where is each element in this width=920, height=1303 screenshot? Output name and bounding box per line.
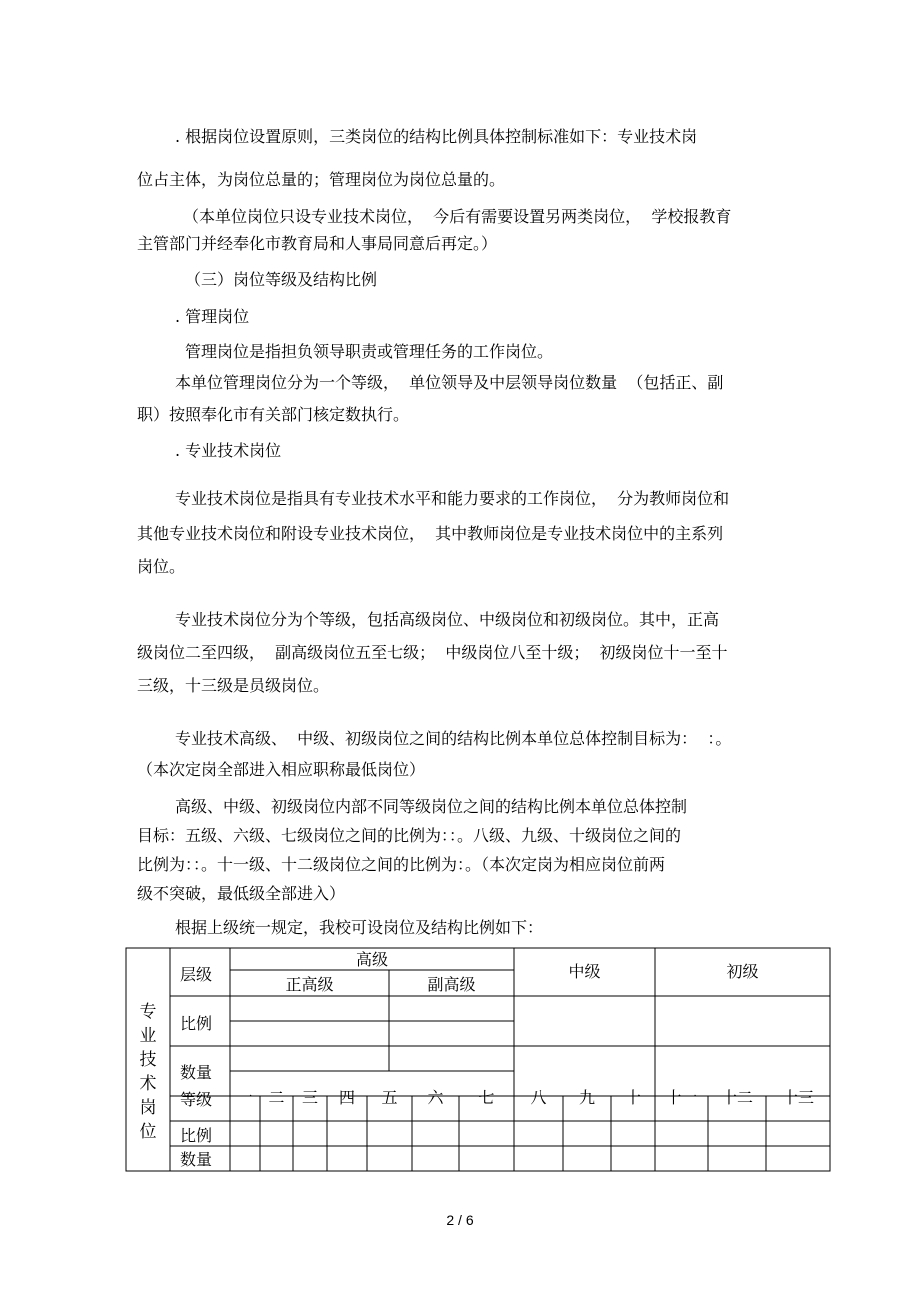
- grade-cell: 一: [236, 1088, 253, 1107]
- group-vice-senior: 副高级: [427, 975, 476, 994]
- page-number: 2 / 6: [446, 1212, 474, 1228]
- paragraph-line: 其他专业技术岗位和附设专业技术岗位， 其中教师岗位是专业技术岗位中的主系列: [137, 524, 724, 543]
- grade-cell: 五: [381, 1088, 398, 1107]
- grade-cell: 六: [427, 1088, 444, 1107]
- grade-cell: 十三: [781, 1088, 814, 1107]
- paragraph-line: 专业技术岗位分为个等级，包括高级岗位、中级岗位和初级岗位。其中，正高: [175, 610, 720, 629]
- paragraph-line: 专业技术岗位是指具有专业技术水平和能力要求的工作岗位， 分为教师岗位和: [175, 489, 730, 508]
- group-senior: 高级: [355, 950, 388, 969]
- paragraph-line: 位占主体，为岗位总量的；管理岗位为岗位总量的。: [137, 170, 506, 189]
- row-label-count: 数量: [180, 1150, 213, 1169]
- paragraph-line: 本单位管理岗位分为一个等级， 单位领导及中层领导岗位数量 （包括正、副: [175, 373, 724, 392]
- group-full-senior: 正高级: [285, 975, 334, 994]
- group-intermediate: 中级: [568, 962, 601, 981]
- paragraph-line: （本次定岗全部进入相应职称最低岗位）: [137, 760, 426, 779]
- grade-cell: 十一: [665, 1088, 698, 1107]
- paragraph-line: 目标：五级、六级、七级岗位之间的比例为：：。八级、九级、十级岗位之间的: [137, 826, 682, 845]
- grade-cell: 二: [268, 1088, 285, 1107]
- paragraph-line: 级岗位二至四级， 副高级岗位五至七级； 中级岗位八至十级； 初级岗位十一至十: [137, 643, 728, 662]
- row-label-ratio: 比例: [180, 1014, 213, 1033]
- grade-cell: 十: [624, 1088, 641, 1107]
- grade-cell: 四: [338, 1088, 355, 1107]
- grade-cell: 八: [530, 1088, 547, 1107]
- section-heading: （三）岗位等级及结构比例: [185, 270, 378, 289]
- paragraph-line: . 根据岗位设置原则，三类岗位的结构比例具体控制标准如下：专业技术岗: [175, 127, 698, 146]
- row-label-level: 层级: [180, 965, 213, 984]
- paragraph-line: 专业技术高级、 中级、初级岗位之间的结构比例本单位总体控制目标为： ：。: [175, 729, 732, 748]
- subsection-heading: . 管理岗位: [175, 307, 250, 326]
- paragraph-line: 主管部门并经奉化市教育局和人事局同意后再定。）: [137, 234, 498, 253]
- paragraph-line: 职）按照奉化市有关部门核定数执行。: [137, 405, 410, 424]
- group-junior: 初级: [726, 962, 759, 981]
- paragraph-line: 比例为：：。十一级、十二级岗位之间的比例为：。（本次定岗为相应岗位前两: [137, 855, 666, 874]
- paragraph-line: 根据上级统一规定，我校可设岗位及结构比例如下：: [175, 918, 544, 937]
- paragraph-line: 高级、中级、初级岗位内部不同等级岗位之间的结构比例本单位总体控制: [175, 797, 688, 816]
- paragraph-line: 管理岗位是指担负领导职责或管理任务的工作岗位。: [185, 342, 554, 361]
- row-label-count: 数量: [180, 1063, 213, 1082]
- grade-cell: 九: [578, 1088, 595, 1107]
- row-label-grade: 等级: [180, 1090, 213, 1109]
- paragraph-line: 级不突破，最低级全部进入）: [137, 884, 346, 903]
- grade-cell: 七: [478, 1088, 495, 1107]
- paragraph-line: 岗位。: [137, 557, 186, 576]
- row-label-ratio: 比例: [180, 1126, 213, 1145]
- subsection-heading: . 专业技术岗位: [175, 441, 282, 460]
- paragraph-line: 三级，十三级是员级岗位。: [137, 676, 330, 695]
- grade-cell: 三: [301, 1088, 318, 1107]
- grade-cell: 十二: [720, 1088, 753, 1107]
- paragraph-line: （本单位岗位只设专业技术岗位， 今后有需要设置另两类岗位， 学校报教育: [183, 207, 732, 226]
- category-label: 专业技术岗位: [139, 1002, 157, 1142]
